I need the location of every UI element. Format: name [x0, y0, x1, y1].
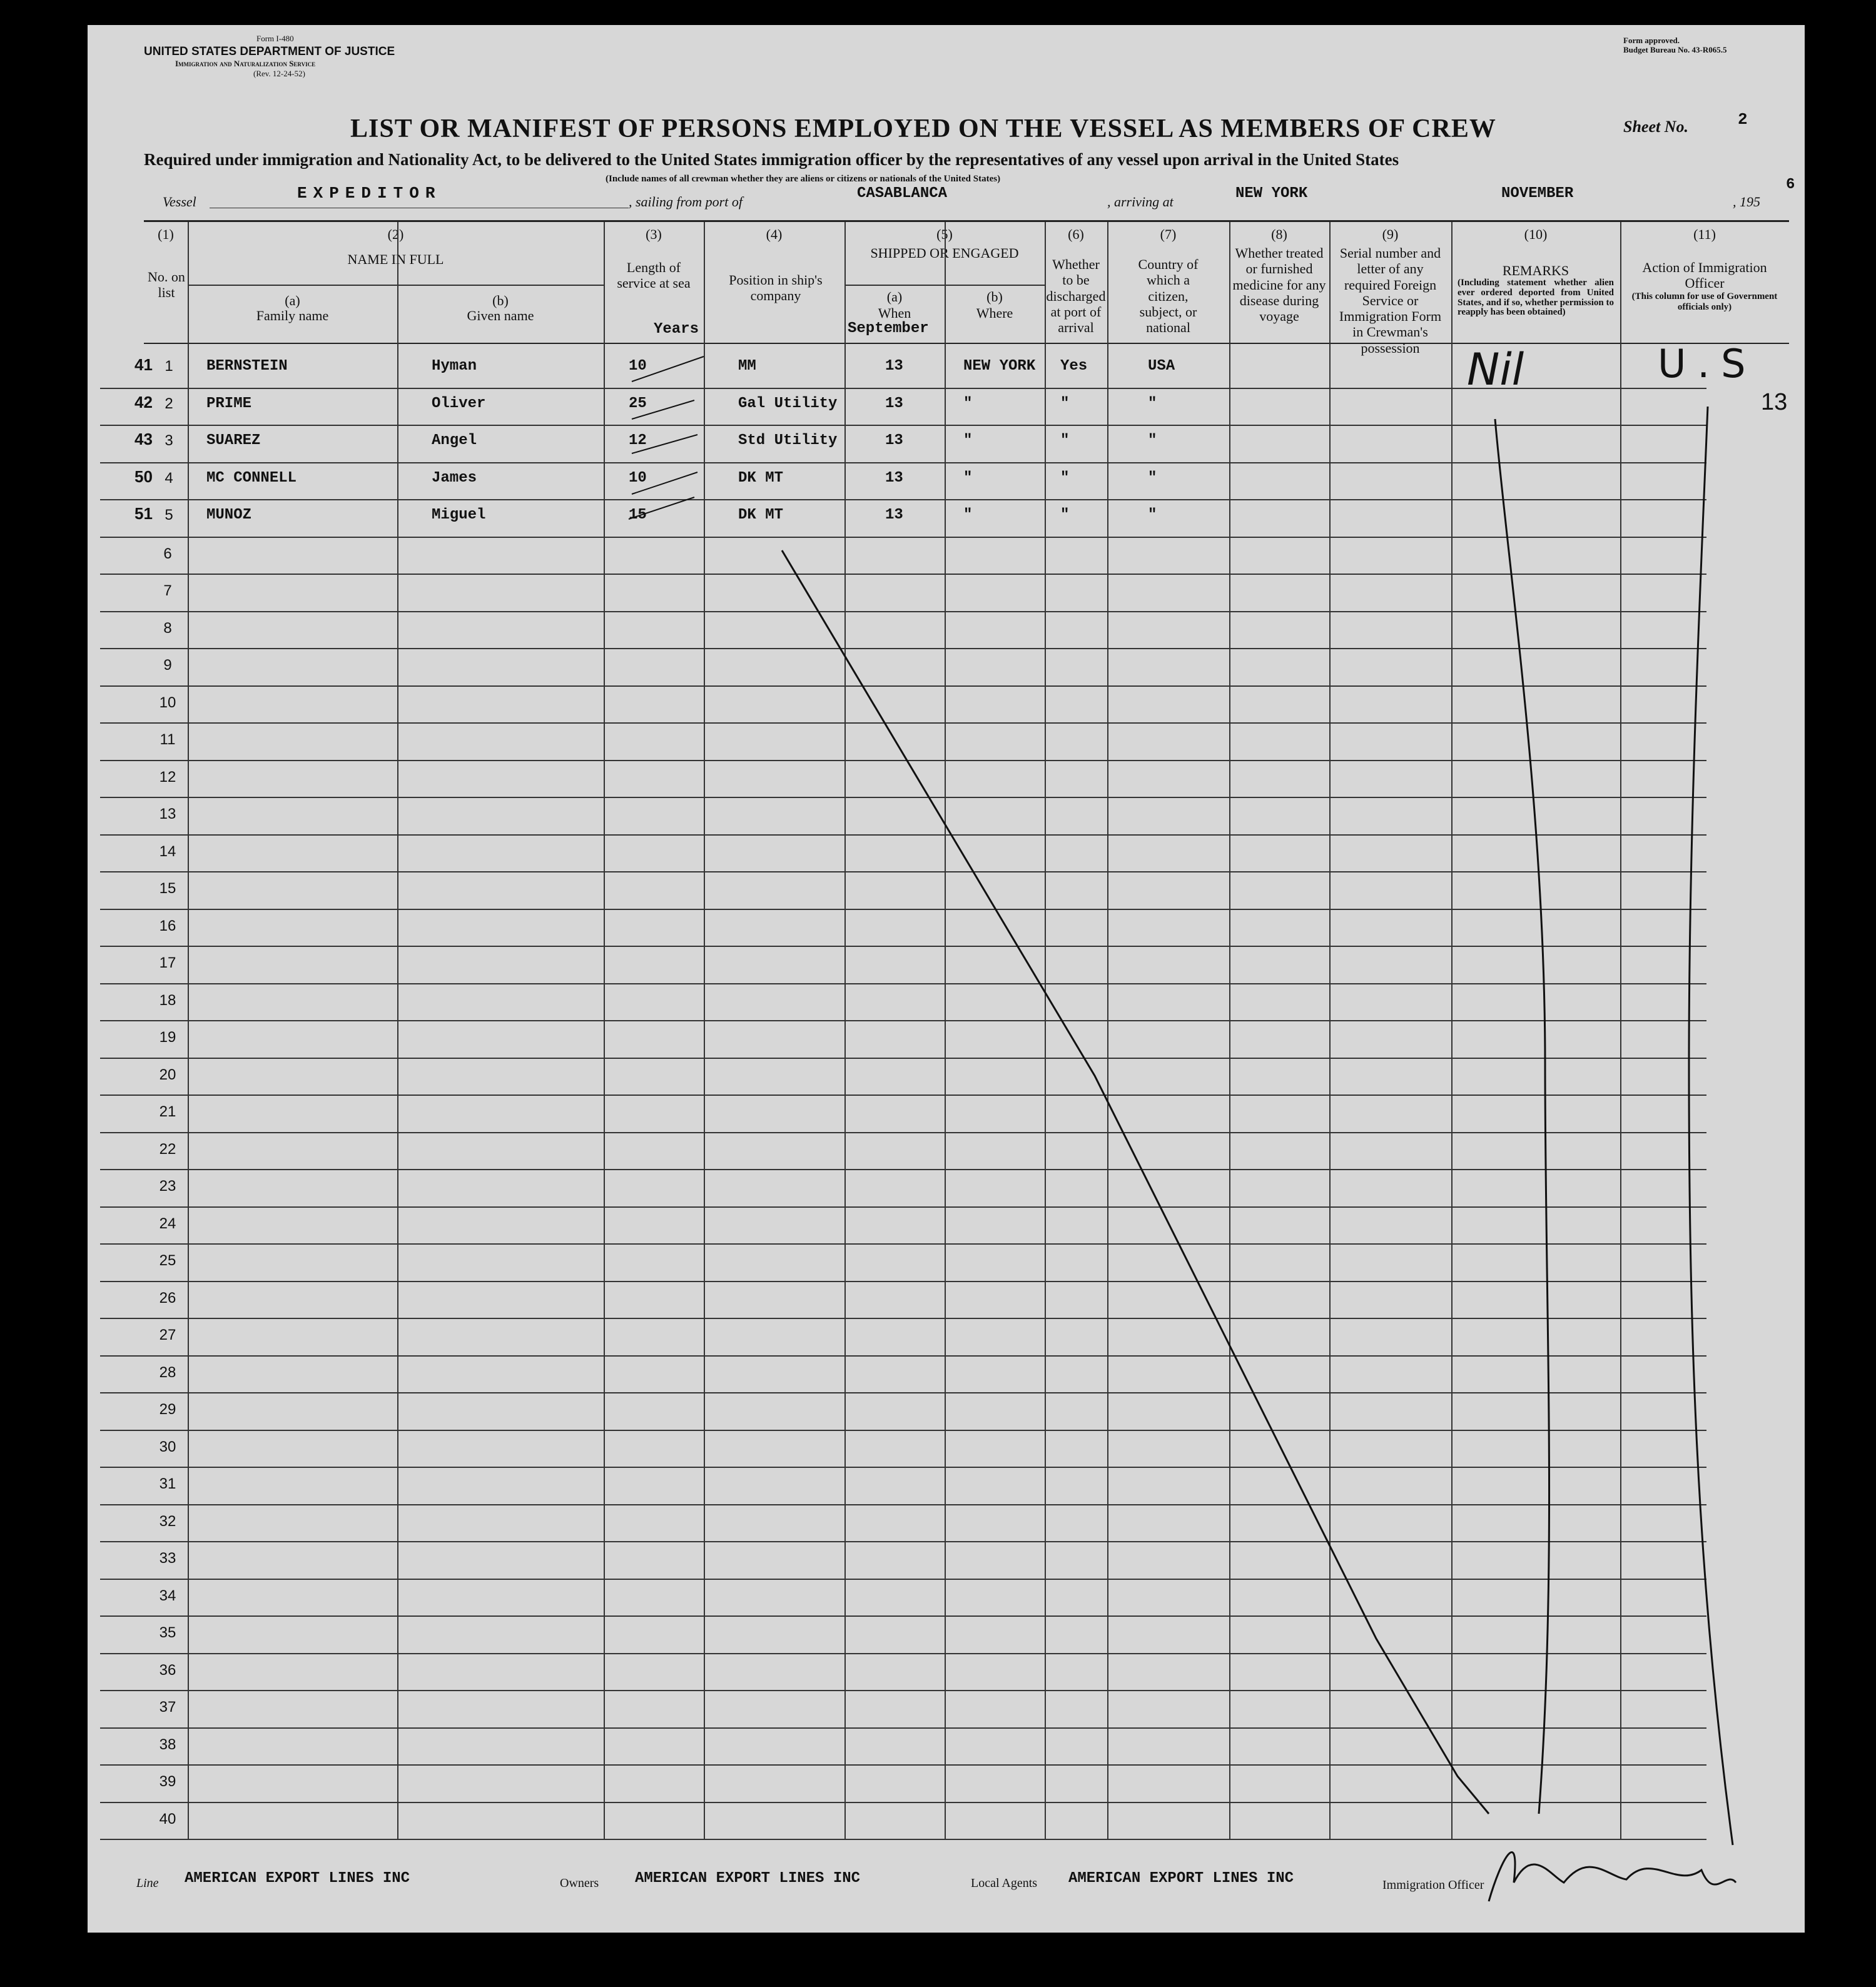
remarks-bracket-line	[1495, 419, 1549, 1814]
sheet-label: Sheet No.	[1623, 118, 1688, 136]
cell-position: DK MT	[738, 507, 784, 523]
cell-family: PRIME	[206, 395, 252, 412]
cell-years: 10	[629, 358, 647, 375]
page-title: LIST OR MANIFEST OF PERSONS EMPLOYED ON THE VESSEL AS MEMBERS OF CREW	[350, 114, 1496, 143]
row-number: 7	[163, 582, 172, 599]
cell-discharged: "	[1060, 432, 1070, 449]
diagonal-strike-line	[782, 550, 1489, 1814]
cell-discharged: "	[1060, 469, 1070, 487]
budget-bureau: Budget Bureau No. 43-R065.5	[1623, 45, 1727, 54]
form-approved: Form approved.	[1623, 36, 1680, 45]
row-number: 21	[159, 1103, 176, 1120]
cell-country: "	[1148, 507, 1157, 523]
owners-label: Owners	[560, 1876, 599, 1890]
required-statement: Required under immigration and Nationality Act, to be delivered to the United States immigration officer by the representatives of any vessel upon arrival in the United States	[144, 150, 1399, 169]
cell-when: 13	[885, 395, 903, 412]
row-number: 39	[159, 1773, 176, 1790]
officer-signature	[1489, 1852, 1736, 1901]
row-number: 4	[165, 469, 173, 487]
col10-number: (10)	[1524, 226, 1548, 242]
col6-label: Whether to be discharged at port of arrival	[1046, 256, 1106, 336]
row-number: 20	[159, 1066, 176, 1083]
row-number: 11	[160, 731, 176, 748]
cell-position: Std Utility	[738, 432, 838, 449]
cell-family: BERNSTEIN	[206, 358, 288, 375]
row-number: 9	[163, 657, 172, 674]
cell-where: NEW YORK	[963, 358, 1036, 375]
row-number: 25	[159, 1252, 176, 1269]
line-value: AMERICAN EXPORT LINES INC	[185, 1870, 410, 1887]
department: UNITED STATES DEPARTMENT OF JUSTICE	[144, 45, 395, 58]
col8-label: Whether treated or furnished medicine for any disease during voyage	[1232, 245, 1326, 325]
row-number: 6	[163, 545, 172, 562]
cell-family: MUNOZ	[206, 507, 252, 523]
cell-position: DK MT	[738, 469, 784, 487]
form-number: Form I-480	[256, 34, 294, 43]
port-of-sailing: CASABLANCA	[857, 185, 948, 202]
row-number: 5	[165, 507, 173, 523]
col11-number: (11)	[1693, 226, 1716, 242]
cell-country: "	[1148, 432, 1157, 449]
cell-years: 12	[629, 432, 647, 449]
cell-position: MM	[738, 358, 756, 375]
margin-number: 43	[134, 430, 153, 448]
col10-note: (Including statement whether alien ever ordered deported from United States, and if so, whether permission to reapply has been obtained)	[1458, 278, 1614, 318]
row-number: 18	[159, 991, 176, 1009]
cell-given: Miguel	[432, 507, 486, 523]
row-number: 12	[159, 768, 176, 786]
cell-when: 13	[885, 432, 903, 449]
vessel-label: Vessel	[163, 194, 196, 210]
col9-label: Serial number and letter of any required Foreign Service or Immigration Form in Crewman's possession	[1339, 245, 1442, 356]
col10-label: REMARKS	[1502, 263, 1569, 278]
sheet-number: 2	[1738, 110, 1748, 129]
margin-number: 51	[134, 504, 153, 523]
row-number: 23	[159, 1178, 176, 1195]
row-number: 40	[159, 1810, 176, 1828]
cell-family: MC CONNELL	[206, 469, 297, 487]
cell-given: Angel	[432, 432, 477, 449]
cell-years: 10	[629, 469, 647, 487]
service: Immigration and Naturalization Service	[175, 59, 316, 68]
col2b-number: (b)	[492, 293, 509, 308]
cell-discharged: Yes	[1060, 358, 1088, 375]
col4-label: Position in ship's company	[729, 272, 823, 304]
cell-discharged: "	[1060, 395, 1070, 412]
year-digit: 6	[1786, 176, 1795, 193]
cell-when: 13	[885, 358, 903, 375]
row-number: 2	[165, 395, 173, 412]
cell-country: USA	[1148, 358, 1175, 375]
cell-where: "	[963, 395, 973, 412]
vessel-name: EXPEDITOR	[297, 184, 442, 203]
cell-country: "	[1148, 395, 1157, 412]
col9-number: (9)	[1382, 226, 1399, 242]
row-number: 34	[159, 1587, 176, 1604]
col2-label: NAME IN FULL	[347, 251, 444, 267]
col5b-number: (b)	[986, 289, 1003, 305]
col7-label: Country of which a citizen, subject, or national	[1138, 256, 1199, 336]
row-number: 24	[159, 1215, 176, 1232]
row-number: 35	[159, 1624, 176, 1641]
crew-count: 13	[1761, 389, 1788, 415]
agents-value: AMERICAN EXPORT LINES INC	[1068, 1870, 1294, 1887]
row-number: 31	[159, 1475, 176, 1492]
cell-where: "	[963, 469, 973, 487]
col11-note: (This column for use of Government officials only)	[1631, 291, 1778, 312]
col2a-label: Family name	[256, 308, 329, 323]
arriving-label: , arriving at	[1107, 194, 1174, 210]
col7-number: (7)	[1160, 226, 1177, 242]
col1-label: No. on list	[148, 269, 185, 301]
row-number: 15	[159, 880, 176, 897]
col5-label: SHIPPED OR ENGAGED	[870, 245, 1019, 261]
margin-number: 42	[134, 392, 153, 412]
row-number: 28	[159, 1363, 176, 1381]
port-of-arrival: NEW YORK	[1235, 185, 1308, 202]
row-number: 37	[159, 1699, 176, 1716]
margin-number: 50	[134, 467, 153, 486]
col4-number: (4)	[766, 226, 783, 242]
col2b-label: Given name	[467, 308, 534, 323]
col2a-number: (a)	[285, 293, 300, 308]
row-number: 1	[165, 358, 173, 375]
margin-number: 41	[134, 355, 153, 374]
row-number: 13	[159, 806, 176, 822]
col5a-label: When	[878, 305, 911, 321]
cell-country: "	[1148, 469, 1157, 487]
row-number: 30	[159, 1438, 176, 1455]
include-note: (Include names of all crewman whether they are aliens or citizens or nationals of the United States)	[606, 174, 1001, 184]
row-number: 3	[165, 432, 173, 449]
col6-number: (6)	[1068, 226, 1084, 242]
action-bracket-line	[1689, 407, 1733, 1845]
cell-where: "	[963, 432, 973, 449]
years-strike-line	[629, 356, 704, 519]
col3-unit: Years	[654, 321, 699, 338]
officer-label: Immigration Officer	[1382, 1878, 1484, 1892]
col5a-number: (a)	[886, 289, 903, 305]
revision: (Rev. 12-24-52)	[253, 69, 305, 78]
col5b-label: Where	[976, 305, 1013, 321]
cell-position: Gal Utility	[738, 395, 838, 412]
row-number: 32	[159, 1512, 176, 1530]
row-number: 26	[159, 1289, 176, 1307]
row-number: 16	[159, 917, 176, 934]
col8-number: (8)	[1271, 226, 1287, 242]
cell-given: Oliver	[432, 395, 486, 412]
row-number: 10	[159, 694, 176, 711]
cell-discharged: "	[1060, 507, 1070, 523]
col2-number: (2)	[387, 226, 404, 242]
col5a-month: September	[848, 320, 929, 337]
sailing-label: , sailing from port of	[629, 194, 743, 210]
row-number: 33	[159, 1550, 176, 1567]
row-number: 29	[159, 1401, 176, 1418]
row-number: 19	[159, 1029, 176, 1046]
cell-years: 25	[629, 395, 647, 412]
row-number: 36	[159, 1661, 176, 1679]
col3-number: (3)	[646, 226, 662, 242]
cell-given: James	[432, 469, 477, 487]
cell-years: 15	[629, 507, 647, 523]
row-number: 8	[163, 619, 172, 637]
row-number: 17	[159, 954, 176, 971]
owners-value: AMERICAN EXPORT LINES INC	[635, 1870, 861, 1887]
agents-label: Local Agents	[971, 1876, 1038, 1890]
cell-when: 13	[885, 507, 903, 523]
cell-given: Hyman	[432, 358, 477, 375]
line-label: Line	[136, 1876, 159, 1890]
col3-label: Length of service at sea	[617, 260, 691, 291]
row-number: 22	[159, 1140, 176, 1158]
row-number: 14	[159, 842, 176, 860]
year-prefix: , 195	[1733, 194, 1760, 210]
arrival-date: NOVEMBER	[1501, 185, 1574, 202]
action-handwriting: U.S	[1658, 341, 1757, 387]
cell-when: 13	[885, 469, 903, 487]
col1-number: (1)	[158, 226, 174, 242]
row-number: 27	[159, 1327, 176, 1343]
col11-label: Action of Immigration Officer	[1642, 260, 1767, 291]
cell-family: SUAREZ	[206, 432, 261, 449]
remarks-handwriting: Nil	[1467, 344, 1524, 395]
col5-number: (5)	[936, 226, 953, 242]
row-number: 38	[159, 1736, 176, 1753]
cell-where: "	[963, 507, 973, 523]
